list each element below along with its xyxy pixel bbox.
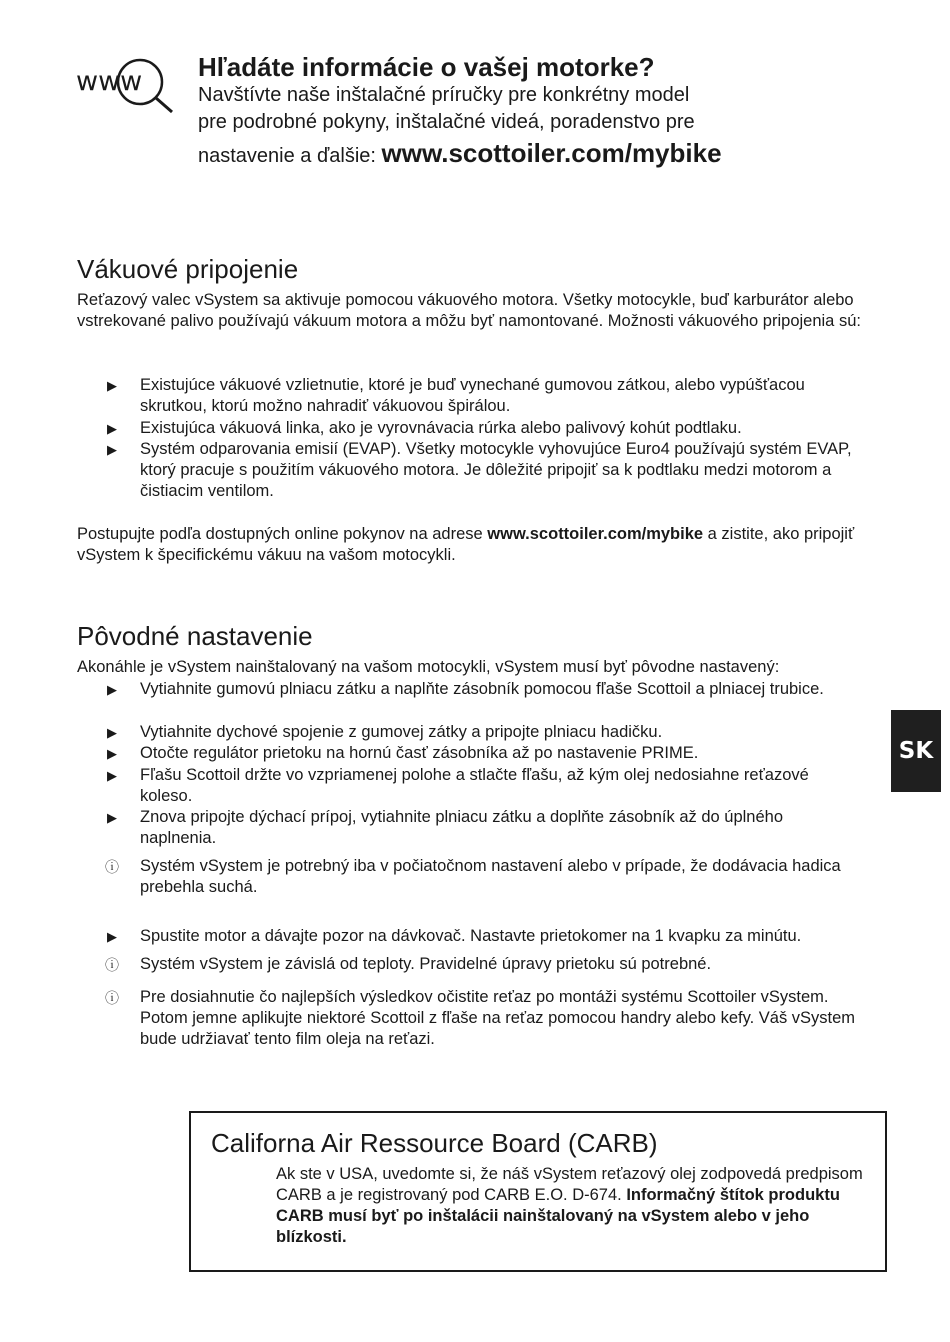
setup-item-text: Otočte regulátor prietoku na hornú časť zásobníka až po nastavenie PRIME. xyxy=(140,744,699,762)
vacuum-outro-after: a zistite, ako pripojiť vSystem k špecifickému vákuu na vašom motocykli. xyxy=(77,525,855,564)
setup-note-text: Systém vSystem je potrebný iba v počiatočnom nastavení alebo v prípade, že dodávacia hadica prebehla suchá. xyxy=(140,857,841,896)
setup-item xyxy=(102,807,862,849)
triangle-bullet-icon: ▶ xyxy=(107,442,117,457)
header-line-1: Navštívte naše inštalačné príručky pre konkrétny model xyxy=(198,84,690,106)
setup-item-text: Vytiahnite gumovú plniacu zátku a naplňte zásobník pomocou fľaše Scottoil a plniacej trubice. xyxy=(140,680,824,698)
info-icon: ⓘ xyxy=(105,990,119,1006)
triangle-bullet-icon: ▶ xyxy=(107,725,117,740)
vacuum-item-text: Systém odparovania emisií (EVAP). Všetky motocykle vyhovujúce Euro4 používajú systém EVAP, ktorý pracuje s použitím vákuového motora. Je dôležité pripojiť sa k podtlaku medzi motorom a čistiacim ventilom. xyxy=(140,440,852,500)
carb-text xyxy=(276,1164,871,1248)
setup-item xyxy=(102,743,862,764)
header-line-3-prefix: nastavenie a ďalšie: xyxy=(198,145,382,167)
header-line-2: pre podrobné pokyny, inštalačné videá, poradenstvo pre xyxy=(198,111,695,133)
info-icon: ⓘ xyxy=(105,957,119,973)
setup-item-text: Spustite motor a dávajte pozor na dávkovač. Nastavte prietokomer na 1 kvapku za minútu. xyxy=(140,927,802,945)
setup-note xyxy=(102,987,862,1050)
vacuum-item-text: Existujúca vákuová linka, ako je vyrovnávacia rúrka alebo palivový kohút podtlaku. xyxy=(140,419,742,437)
setup-item xyxy=(102,679,862,700)
triangle-bullet-icon: ▶ xyxy=(107,746,117,761)
setup-note xyxy=(102,856,862,898)
carb-text-bold: Informačný štítok produktu CARB musí byť po inštalácii nainštalovaný na vSystem alebo v jeho blízkosti. xyxy=(276,1186,840,1246)
www-icon-text: www xyxy=(76,66,143,97)
vacuum-item-text: Existujúce vákuové vzlietnutie, ktoré je buď vynechané gumovou zátkou, alebo vypúšťacou skrutkou, ktorú možno nahradiť vákuovou špirálou. xyxy=(140,376,805,415)
setup-note-text: Pre dosiahnutie čo najlepších výsledkov očistite reťaz po montáži systému Scottoiler vSystem. Potom jemne aplikujte niektoré Scottoil z fľaše na reťaz pomocou handry alebo kefy. Váš vSystem bude udržiavať tento film oleja na reťazi. xyxy=(140,988,856,1048)
setup-item xyxy=(102,722,862,743)
header-url-link[interactable]: www.scottoiler.com/mybike xyxy=(381,138,722,168)
setup-item xyxy=(102,926,862,947)
info-icon: ⓘ xyxy=(105,859,119,875)
setup-item xyxy=(102,765,862,807)
triangle-bullet-icon: ▶ xyxy=(107,421,117,436)
setup-item-text: Znova pripojte dýchací prípoj, vytiahnite plniacu zátku a doplňte zásobník až do úplného naplnenia. xyxy=(140,808,783,847)
setup-item-text: Fľašu Scottoil držte vo vzpriamenej polohe a stlačte fľašu, až kým olej nedosiahne reťazové koleso. xyxy=(140,766,809,805)
triangle-bullet-icon: ▶ xyxy=(107,768,117,783)
setup-note-text: Systém vSystem je závislá od teploty. Pravidelné úpravy prietoku sú potrebné. xyxy=(140,955,712,973)
vacuum-heading: Vákuové pripojenie xyxy=(77,254,299,284)
setup-intro: Akonáhle je vSystem nainštalovaný na vašom motocykli, vSystem musí byť pôvodne nastavený: xyxy=(77,658,780,676)
header-line-3 xyxy=(198,138,722,169)
vacuum-item xyxy=(102,375,862,417)
triangle-bullet-icon: ▶ xyxy=(107,810,117,825)
header-title: Hľadáte informácie o vašej motorke? xyxy=(198,52,655,82)
language-tab: SK xyxy=(891,710,941,792)
vacuum-outro-url[interactable]: www.scottoiler.com/mybike xyxy=(487,525,704,543)
www-magnifier-icon xyxy=(76,54,176,114)
triangle-bullet-icon: ▶ xyxy=(107,929,117,944)
triangle-bullet-icon: ▶ xyxy=(107,378,117,393)
vacuum-intro: Reťazový valec vSystem sa aktivuje pomocou vákuového motora. Všetky motocykle, buď karburátor alebo vstrekované palivo používajú vákuum motora a môžu byť namontované. Možnosti vákuového pripojenia sú: xyxy=(77,291,861,330)
vacuum-outro-before: Postupujte podľa dostupných online pokynov na adrese xyxy=(77,525,488,543)
vacuum-outro xyxy=(77,524,877,566)
vacuum-item xyxy=(102,439,862,502)
carb-text-plain: Ak ste v USA, uvedomte si, že náš vSystem reťazový olej zodpovedá predpisom CARB a je registrovaný pod CARB E.O. D-674. xyxy=(276,1165,863,1204)
triangle-bullet-icon: ▶ xyxy=(107,682,117,697)
carb-title: Californa Air Ressource Board (CARB) xyxy=(211,1128,658,1158)
setup-item-text: Vytiahnite dychové spojenie z gumovej zátky a pripojte plniacu hadičku. xyxy=(140,723,663,741)
setup-note xyxy=(102,954,862,975)
vacuum-item xyxy=(102,418,862,439)
setup-heading: Pôvodné nastavenie xyxy=(77,621,313,651)
